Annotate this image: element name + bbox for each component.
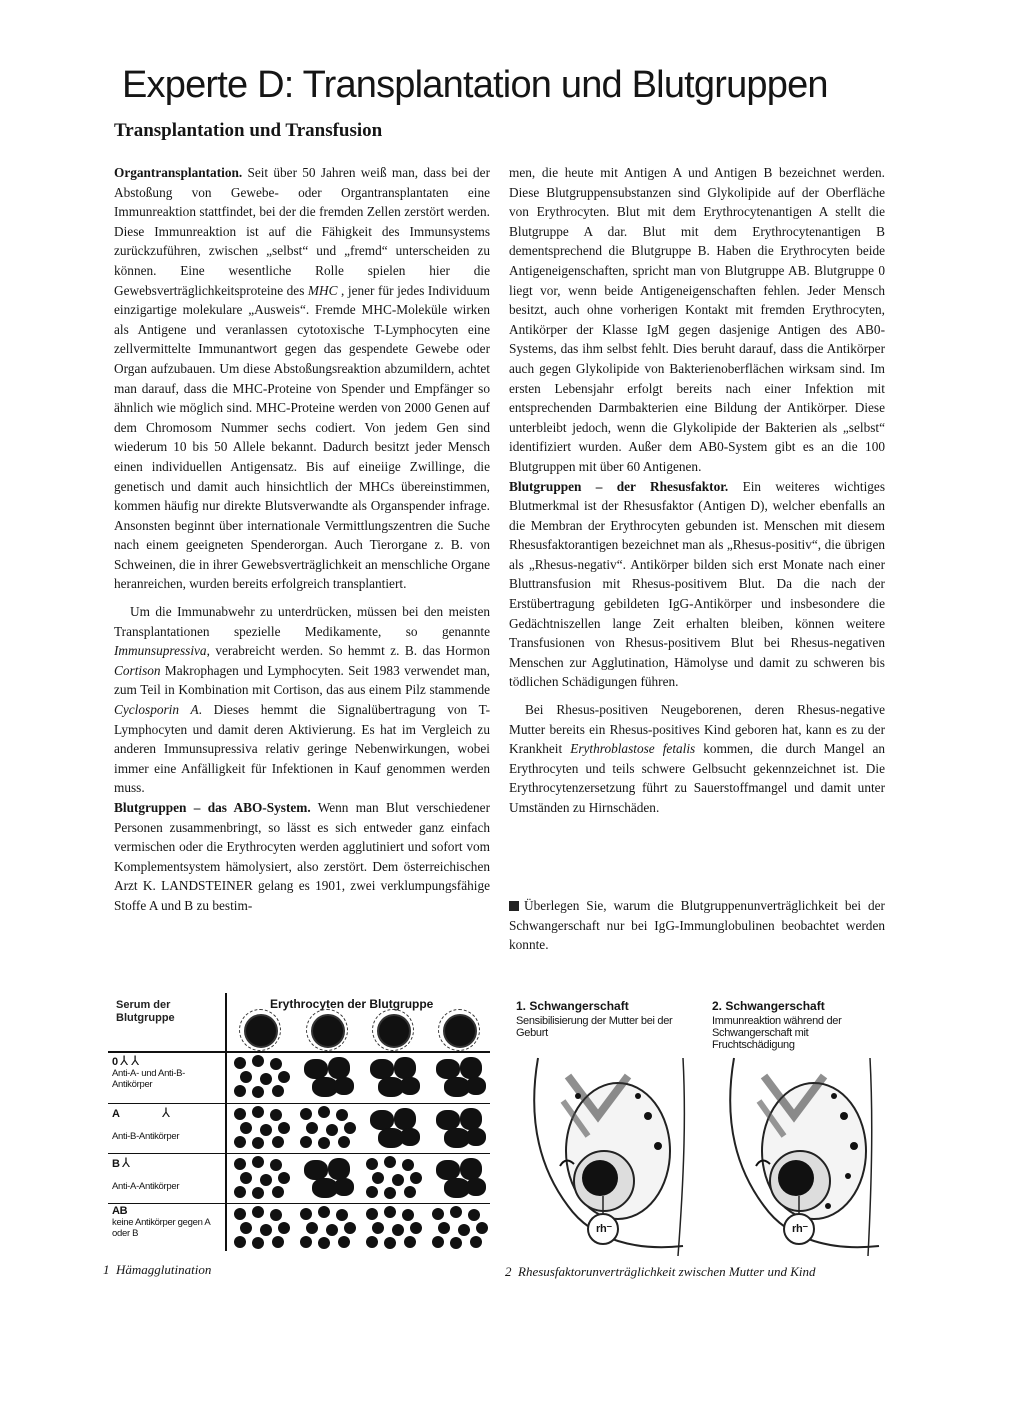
separate-cells: [298, 1206, 360, 1250]
paragraph-text: . Dieses hemmt die Signalübertragung von T-Lymphocyten und damit deren Aktivierung. Es hat im Vergleich zu anderen Immunsupressiva relativ geringe Nebenwirkungen, wobei immer eine Anfälligkeit für Infektionen in Kauf genommen werden muss.: [114, 702, 490, 796]
erythrocyte-dot-icon: [366, 1236, 378, 1248]
erythrocyte-dot-icon: [318, 1106, 330, 1118]
pregnancy-illustration: [508, 1056, 880, 1256]
erythrocyte-dot-icon: [240, 1122, 252, 1134]
clump-icon: [400, 1128, 420, 1146]
erythrocyte-dot-icon: [278, 1071, 290, 1083]
erythrocyte-dot-icon: [366, 1158, 378, 1170]
clump-icon: [370, 1110, 394, 1130]
clump-icon: [304, 1160, 328, 1180]
rh-label-panel1: rh⁻: [596, 1223, 612, 1235]
erythrocyte-dot-icon: [234, 1208, 246, 1220]
rh-label-panel2: rh⁻: [792, 1223, 808, 1235]
clump-icon: [328, 1158, 350, 1180]
antibody-icon: ⅄ ⅄: [120, 1053, 139, 1068]
paragraph-text: kommen, die durch Mangel an Erythrocyten und teils schwere Gelbsucht gekennzeichnet ist. Die Erythrocytenzersetzung führt zu Sauerstoffmangel und damit unter Umständen zu Hirnschäden.: [509, 741, 885, 815]
erythrocyte-dot-icon: [300, 1108, 312, 1120]
clump-icon: [466, 1077, 486, 1095]
erythrocyte-dot-icon: [402, 1209, 414, 1221]
right-column: [509, 163, 885, 818]
figure1-divider: [108, 1103, 490, 1104]
panel1-title: 1. Schwangerschaft: [516, 999, 629, 1013]
erythrocyte-dot-icon: [270, 1109, 282, 1121]
caption-text: Rhesusfaktorunverträglichkeit zwischen Mutter und Kind: [518, 1264, 816, 1279]
erythrocyte-dot-icon: [234, 1136, 246, 1148]
task-marker-icon: [509, 901, 519, 911]
erythrocyte-dot-icon: [252, 1137, 264, 1149]
clump-icon: [466, 1128, 486, 1146]
paragraph-lead: Blutgruppen – das ABO-System.: [114, 800, 311, 815]
task-box: [509, 896, 885, 955]
clump-icon: [328, 1057, 350, 1079]
panel2-title: 2. Schwangerschaft: [712, 999, 825, 1013]
erythrocyte-dot-icon: [272, 1085, 284, 1097]
task-text: Überlegen Sie, warum die Blutgruppenunverträglichkeit bei der Schwangerschaft nur bei IgG-Immunglobulinen beobachtet werden konnte.: [509, 898, 885, 953]
term-cyclosporin: Cyclosporin A: [114, 702, 199, 718]
erythrocyte-dot-icon: [240, 1071, 252, 1083]
erythrocyte-dot-icon: [470, 1236, 482, 1248]
paragraph-text: Makrophagen und Lymphocyten. Seit 1983 verwendet man, zum Teil in Kombination mit Cortison, das aus einem Pilz stammende: [114, 662, 490, 698]
panel1-subtitle: Sensibilisierung der Mutter bei der Geburt: [516, 1015, 673, 1039]
erythrocyte-dot-icon: [234, 1108, 246, 1120]
term-erythroblastose: Erythroblastose fetalis: [570, 741, 696, 757]
section-heading: Transplantation und Transfusion: [114, 120, 383, 141]
erythrocyte-icon: [244, 1014, 278, 1048]
erythrocyte-dot-icon: [450, 1237, 462, 1249]
erythrocyte-dot-icon: [252, 1106, 264, 1118]
erythrocyte-dot-icon: [252, 1206, 264, 1218]
erythrocyte-dot-icon: [260, 1073, 272, 1085]
erythrocyte-dot-icon: [234, 1158, 246, 1170]
row-label: keine Antikörper gegen A oder B: [112, 1217, 210, 1239]
erythrocyte-dot-icon: [468, 1209, 480, 1221]
left-column: [114, 163, 490, 916]
erythrocyte-dot-icon: [270, 1209, 282, 1221]
agglutinated-cell: [364, 1106, 426, 1150]
term-immunsupressiva: Immunsupressiva: [114, 643, 207, 659]
erythrocyte-dot-icon: [384, 1237, 396, 1249]
separate-cells: [430, 1206, 492, 1250]
row-group: A: [112, 1108, 120, 1120]
erythrocyte-dot-icon: [270, 1058, 282, 1070]
paragraph-text: Wenn man Blut verschiedener Personen zusammenbringt, so lässt es sich entweder ganz einfach vermischen oder die Erythrocyten werden agglutiniert und sofort vom Komplementsystem hämolysiert, also zerstört. Dem österreichischen Arzt K. LANDSTEINER gelang es 1901, zwei verklumpungsfähige Stoffe A und B zu bestim-: [114, 800, 491, 913]
clump-icon: [400, 1077, 420, 1095]
figure1-divider: [108, 1153, 490, 1154]
separate-cells: [232, 1206, 294, 1250]
clump-icon: [334, 1077, 354, 1095]
erythrocyte-dot-icon: [344, 1222, 356, 1234]
agglutinated-cell: [430, 1106, 492, 1150]
paragraph-text: , jener für jedes Individuum einzigartige molekulare „Ausweis“. Fremde MHC-Moleküle wirken als Antigene und veranlassen cytotoxische T-Lymphocyten eine zellvermittelte Immunantwort gegen das gespendete Gewebe oder Organ aufzubauen. Um diese Abstoßungsreaktion abzumildern, achtet man darauf, dass die MHC-Proteine von Spender und Empfänger so ähnlich wie möglich sind. MHC-Proteine werden von 2000 Genen auf dem Chromosom Nummer sechs codiert. Von jedem Gen sind wiederum 10 bis 50 Allele bekannt. Dadurch besitzt jeder Mensch einen individuellen Antigensatz. Bis auf eineiige Zwillinge, die genetisch und damit auch hinsichtlich der MHCs übereinstimmen, kommen häufig nur direkte Blutsverwandte als Organspender infrage. Ansonsten beginnt über internationale Vermittlungszentren die Suche nach einem geeigneten Spenderorgan. Auch Tierorgane z. B. von Schweinen, die in ihrer Gewebsverträglichkeit an menschliche Organe heranreichen, wurden bereits erfolgreich transplantiert.: [114, 282, 490, 592]
erythrocyte-dot-icon: [252, 1086, 264, 1098]
erythrocyte-dot-icon: [432, 1208, 444, 1220]
erythrocyte-dot-icon: [404, 1236, 416, 1248]
erythrocyte-dot-icon: [338, 1136, 350, 1148]
paragraph-lead: Organtransplantation.: [114, 165, 243, 180]
figure1-caption: [103, 1262, 211, 1278]
figure1-divider: [108, 1051, 490, 1053]
figure1-divider: [225, 993, 227, 1251]
clump-icon: [436, 1160, 460, 1180]
erythrocyte-icon: [311, 1014, 345, 1048]
row-group: AB: [112, 1205, 128, 1217]
erythrocyte-dot-icon: [272, 1236, 284, 1248]
row-label: Anti-A-Antikörper: [112, 1181, 180, 1192]
erythrocyte-dot-icon: [476, 1222, 488, 1234]
erythrocyte-dot-icon: [432, 1236, 444, 1248]
paragraph-rhesusfaktor: [509, 477, 885, 693]
antibody-icon: ⅄: [122, 1155, 130, 1170]
erythrocyte-dot-icon: [306, 1122, 318, 1134]
erythrocyte-dot-icon: [272, 1136, 284, 1148]
paragraph-immunsupressiva: [114, 602, 490, 798]
separate-cells: [298, 1106, 360, 1150]
erythrocyte-dot-icon: [336, 1109, 348, 1121]
term-cortison: Cortison: [114, 662, 161, 678]
erythrocyte-dot-icon: [404, 1186, 416, 1198]
separate-cells: [364, 1206, 426, 1250]
separate-cells: [232, 1055, 294, 1099]
erythrocyte-dot-icon: [278, 1122, 290, 1134]
figure2-caption: [505, 1264, 816, 1280]
figure-rhesus: [508, 998, 880, 1256]
row-group: B: [112, 1158, 120, 1170]
paragraph-erythroblastose: [509, 700, 885, 818]
erythrocyte-dot-icon: [458, 1224, 470, 1236]
agglutinated-cell: [364, 1055, 426, 1099]
clump-icon: [394, 1108, 416, 1130]
erythrocyte-dot-icon: [240, 1222, 252, 1234]
erythrocyte-dot-icon: [336, 1209, 348, 1221]
erythrocyte-dot-icon: [344, 1122, 356, 1134]
figure1-header-erythrocytes: Erythrocyten der Blutgruppe: [270, 997, 434, 1011]
clump-icon: [466, 1178, 486, 1196]
erythrocyte-dot-icon: [240, 1172, 252, 1184]
erythrocyte-dot-icon: [392, 1224, 404, 1236]
caption-number: 1: [103, 1262, 110, 1277]
paragraph-text: Ein weiteres wichtiges Blutmerkmal ist der Rhesusfaktor (Antigen D), welcher ebenfalls an die Membran der Erythrocyten gebunden ist. Menschen mit diesem Rhesusfaktorantigen bezeichnet man als „Rhesus-positiv“, die übrigen als „Rhesus-negativ“. Antikörper bilden sich erst Monate nach einer Bluttransfusion mit Rhesus-positivem Blut. Da die nach der Erstübertragung gebildeten IgG-Antikörper und insbesondere die Gedächtniszellen lange Zeit erhalten bleiben, können weitere Transfusionen von Rhesus-positivem Blut bei Rhesus-negativen Menschen zur Agglutination, Hämolyse und damit zu schweren bis tödlichen Schädigungen führen.: [509, 478, 885, 690]
caption-number: 2: [505, 1264, 512, 1279]
figure1-row-a: [112, 1107, 222, 1142]
erythrocyte-dot-icon: [270, 1159, 282, 1171]
clump-icon: [460, 1158, 482, 1180]
row-label: Anti-B-Antikörper: [112, 1131, 180, 1142]
figure-haemagglutination: [108, 993, 490, 1253]
erythrocyte-dot-icon: [306, 1222, 318, 1234]
erythrocyte-dot-icon: [234, 1085, 246, 1097]
paragraph-abo-system: [114, 798, 490, 916]
erythrocyte-dot-icon: [318, 1137, 330, 1149]
erythrocyte-dot-icon: [318, 1237, 330, 1249]
erythrocyte-dot-icon: [234, 1236, 246, 1248]
erythrocyte-dot-icon: [234, 1057, 246, 1069]
erythrocyte-dot-icon: [438, 1222, 450, 1234]
page-title: Experte D: Transplantation und Blutgruppen: [122, 64, 828, 106]
erythrocyte-dot-icon: [402, 1159, 414, 1171]
row-label: Anti-A- und Anti-B-Antikörper: [112, 1068, 185, 1090]
erythrocyte-dot-icon: [326, 1224, 338, 1236]
erythrocyte-dot-icon: [252, 1055, 264, 1067]
agglutinated-cell: [430, 1055, 492, 1099]
clump-icon: [460, 1108, 482, 1130]
paragraph-text: Bei Rhesus-positiven Neugeborenen, deren Rhesus-negative Mutter bereits ein Rhesus-positives Kind geboren hat, kann es zu der Krankheit: [509, 702, 885, 757]
erythrocyte-dot-icon: [260, 1124, 272, 1136]
erythrocyte-icon: [443, 1014, 477, 1048]
erythrocyte-icon: [377, 1014, 411, 1048]
agglutinated-cell: [298, 1055, 360, 1099]
separate-cells: [364, 1156, 426, 1200]
clump-icon: [460, 1057, 482, 1079]
erythrocyte-dot-icon: [410, 1172, 422, 1184]
erythrocyte-dot-icon: [278, 1172, 290, 1184]
erythrocyte-dot-icon: [278, 1222, 290, 1234]
erythrocyte-dot-icon: [366, 1208, 378, 1220]
clump-icon: [436, 1059, 460, 1079]
paragraph-text: Seit über 50 Jahren weiß man, dass bei der Abstoßung von Gewebe- oder Organtransplantaten eine Immunreaktion stattfindet, bei der die fremden Zellen zerstört werden. Diese Immunreaktion ist auf die Fähigkeit des Immunsystems zurückzuführen, zwischen „selbst“ und „fremd“ unterscheiden zu können. Eine wesentliche Rolle spielen hier die Gewebsverträglichkeitsproteine des: [114, 165, 490, 298]
agglutinated-cell: [430, 1156, 492, 1200]
erythrocyte-dot-icon: [300, 1236, 312, 1248]
erythrocyte-dot-icon: [326, 1124, 338, 1136]
panel2-subtitle: Immunreaktion während der Schwangerschaft mit Fruchtschädigung: [712, 1015, 842, 1051]
figure1-row-0: [112, 1055, 222, 1090]
erythrocyte-dot-icon: [410, 1222, 422, 1234]
erythrocyte-dot-icon: [384, 1187, 396, 1199]
figure1-row-b: [112, 1157, 222, 1192]
clump-icon: [304, 1059, 328, 1079]
erythrocyte-dot-icon: [338, 1236, 350, 1248]
separate-cells: [232, 1156, 294, 1200]
erythrocyte-dot-icon: [392, 1174, 404, 1186]
erythrocyte-dot-icon: [384, 1156, 396, 1168]
paragraph-text: Um die Immunabwehr zu unterdrücken, müssen bei den meisten Transplantationen spezielle Medikamente, so genannte: [114, 604, 490, 639]
paragraph-organtransplantation: [114, 163, 490, 594]
term-mhc: MHC: [307, 282, 338, 298]
separate-cells: [232, 1106, 294, 1150]
caption-text: Hämagglutination: [116, 1262, 212, 1277]
clump-icon: [394, 1057, 416, 1079]
erythrocyte-dot-icon: [260, 1224, 272, 1236]
erythrocyte-dot-icon: [372, 1222, 384, 1234]
erythrocyte-dot-icon: [272, 1186, 284, 1198]
figure1-divider: [108, 1203, 490, 1204]
paragraph-text: , verabreicht werden. So hemmt z. B. das Hormon: [206, 643, 490, 659]
erythrocyte-dot-icon: [366, 1186, 378, 1198]
erythrocyte-dot-icon: [252, 1237, 264, 1249]
antibody-icon: ⅄: [162, 1105, 170, 1120]
paragraph-abo-continued: men, die heute mit Antigen A und Antigen B bezeichnet werden. Diese Blutgruppensubstanzen sind Glykolipide auf der Oberfläche von Erythrocyten. Blut mit dem Erythrocytenantigen A stellt die Blutgruppe A dar. Blut mit dem Erythrocytenantigen B dementsprechend die Blutgruppe B. Haben die Erythrocyten beide Antigeneigenschaften, spricht man von Blutgruppe AB. Blutgruppe 0 liegt vor, wenn beide Antigeneigenschaften fehlen. Jeder Mensch besitzt, auch ohne vorherigen Kontakt mit fremden Erythrocyten, Antikörper der Klasse IgM gegen dasjenige Antigen des AB0-Systems, das ihm selbst fehlt. Dies beruht darauf, dass die Antikörper auch gegen Glykolipide von Bakterienoberflächen wirksam sind. Im ersten Lebensjahr erfolgt bereits nach einer Infektion mit entsprechenden Darmbakterien eine Bildung der Antikörper. Diese unterbleibt jedoch, wenn die Glykolipide der Bakterien als „selbst“ identifiziert wurden. Außer dem AB0-System gibt es an die 100 Blutgruppen mit über 60 Antigenen.: [509, 165, 885, 474]
erythrocyte-dot-icon: [252, 1187, 264, 1199]
row-group: 0: [112, 1056, 118, 1068]
erythrocyte-dot-icon: [384, 1206, 396, 1218]
erythrocyte-dot-icon: [260, 1174, 272, 1186]
erythrocyte-dot-icon: [372, 1172, 384, 1184]
figure1-row-ab: [112, 1206, 222, 1239]
erythrocyte-dot-icon: [300, 1136, 312, 1148]
figure1-header-serum: Serum der Blutgruppe: [116, 999, 175, 1024]
erythrocyte-dot-icon: [300, 1208, 312, 1220]
agglutinated-cell: [298, 1156, 360, 1200]
erythrocyte-dot-icon: [252, 1156, 264, 1168]
erythrocyte-dot-icon: [234, 1186, 246, 1198]
clump-icon: [334, 1178, 354, 1196]
erythrocyte-dot-icon: [450, 1206, 462, 1218]
clump-icon: [370, 1059, 394, 1079]
clump-icon: [436, 1110, 460, 1130]
erythrocyte-dot-icon: [318, 1206, 330, 1218]
paragraph-lead: Blutgruppen – der Rhesusfaktor.: [509, 478, 729, 494]
